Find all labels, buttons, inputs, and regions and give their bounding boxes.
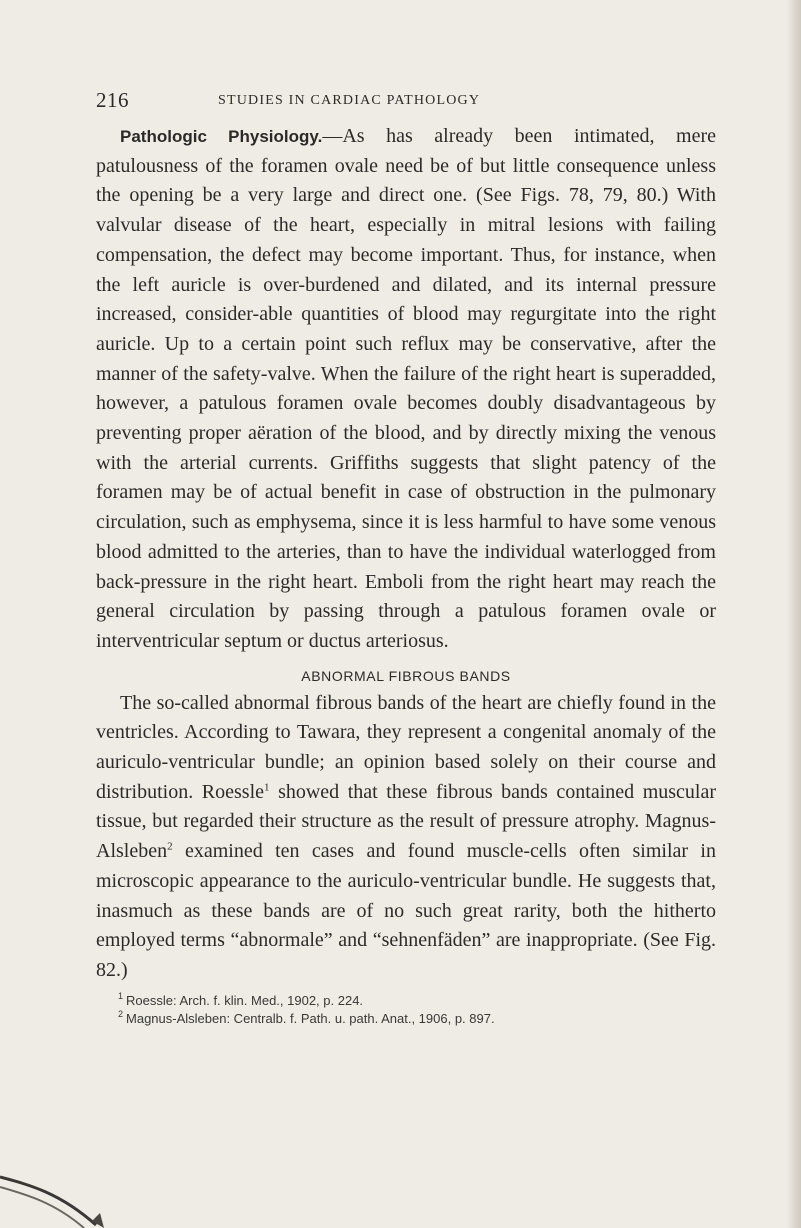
footnote-mark: 2 bbox=[118, 1009, 124, 1020]
paragraph-text: The so-called abnormal fibrous bands of the heart are chiefly found in the ventricles. According to Tawara, they represent a congenital anomaly of the auriculo-ventricular bundle; an opinion based solely on their course and distribution. Roessle bbox=[96, 691, 716, 803]
section-heading: ABNORMAL FIBROUS BANDS bbox=[301, 667, 511, 684]
running-title: STUDIES IN CARDIAC PATHOLOGY bbox=[218, 93, 481, 108]
page-edge-shadow bbox=[787, 0, 801, 1228]
footnote-text: Magnus-Alsleben: Centralb. f. Path. u. path. Anat., 1906, p. 897. bbox=[126, 1010, 495, 1026]
book-page bbox=[96, 88, 716, 1028]
footnote-text: Roessle: Arch. f. klin. Med., 1902, p. 224. bbox=[126, 992, 364, 1008]
page-curl-mark bbox=[0, 1125, 110, 1228]
footnote-ref-2: 2 bbox=[167, 840, 173, 853]
paragraph-text: —As has already been intimated, mere patulousness of the foramen ovale need be of but little consequence unless the opening be a very large and direct one. (See Figs. 78, 79, 80.) With valvular disease of the heart, especially in mitral lesions with failing compensation, the defect may become important. Thus, for instance, when the left auricle is over-burdened and dilated, and its internal pressure increased, consider-able quantities of blood may regurgitate into the right auricle. Up to a certain point such reflux may be conservative, after the manner of the safety-valve. When the failure of the right heart is superadded, however, a patulous foramen ovale becomes doubly disadvantageous by preventing proper aëration of the blood, and by directly mixing the venous with the arterial currents. Griffiths suggests that slight patency of the foramen may be of actual benefit in case of obstruction in the pulmonary circulation, such as emphysema, since it is less harmful to have some venous blood admitted to the arteries, than to have the individual waterlogged from back-pressure in the right heart. Emboli from the right heart may reach the general circulation by passing through a patulous foramen ovale or interventricular septum or ductus arteriosus. bbox=[96, 125, 717, 652]
page-number: 216 bbox=[96, 88, 129, 112]
footnote-ref-1: 1 bbox=[264, 781, 270, 794]
footnote-2 bbox=[118, 1010, 716, 1028]
paragraph-text: showed that these fibrous bands contained muscular tissue, but regarded their structure as the result of pressure atrophy. Magnus-Alsleben bbox=[96, 780, 717, 863]
paragraph-pathologic-physiology bbox=[96, 122, 716, 657]
footnotes bbox=[118, 992, 716, 1028]
footnote-1 bbox=[118, 992, 716, 1010]
paragraph-fibrous-bands bbox=[96, 689, 716, 986]
paragraph-text: examined ten cases and found muscle-cells often similar in microscopic appearance to the auriculo-ventricular bundle. He suggests that, inasmuch as these bands are of no such great rarity, both the hitherto employed terms “abnormale” and “sehnenfäden” are inappropriate. (See Fig. 82.) bbox=[96, 840, 716, 981]
run-in-heading: Pathologic Physiology. bbox=[120, 127, 323, 146]
running-head bbox=[96, 88, 716, 122]
footnote-mark: 1 bbox=[118, 991, 124, 1002]
